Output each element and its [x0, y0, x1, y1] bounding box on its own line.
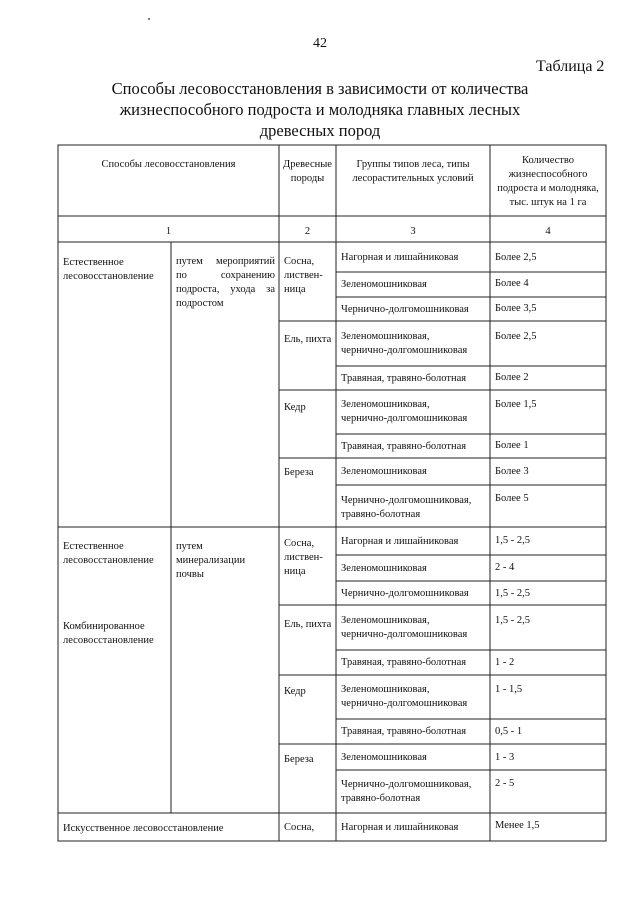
forest-line: чернично-долгомошниковая: [341, 413, 468, 424]
forest-type: Травяная, травяно-болотная: [341, 441, 467, 452]
forest-type: Чернично-долгомошниковая: [341, 304, 469, 315]
species-pine: Сосна,: [284, 822, 315, 833]
page-number: 42: [313, 36, 327, 51]
forest-type: Нагорная и лишайниковая: [341, 822, 459, 833]
forest-line: Зеленомошниковая,: [341, 331, 430, 342]
forest-type: [341, 494, 471, 522]
header-forest-groups: [336, 158, 490, 186]
forest-type: [341, 614, 467, 642]
quantity: 1,5 - 2,5: [495, 535, 530, 546]
quantity: Более 3,5: [495, 303, 537, 314]
forest-type: Травяная, травяно-болотная: [341, 657, 467, 668]
species-line: ница: [284, 566, 306, 577]
species-birch: Береза: [284, 467, 314, 478]
method-means: [176, 540, 245, 582]
method-line: Естественное: [63, 541, 124, 552]
quantity: 2 - 4: [495, 562, 515, 573]
means-line: почвы: [176, 569, 204, 580]
forest-line: Зеленомошниковая,: [341, 399, 430, 410]
species-line: Сосна,: [284, 538, 315, 549]
forest-type: Зеленомошниковая: [341, 466, 427, 477]
method-means: [176, 255, 275, 311]
forest-line: Зеленомошниковая,: [341, 684, 430, 695]
species-cedar: Кедр: [284, 686, 306, 697]
species-spruce-fir: Ель, пихта: [284, 334, 332, 345]
means-line: минерализации: [176, 555, 246, 566]
header-line: Группы типов леса, типы: [356, 159, 470, 170]
quantity: Более 4: [495, 278, 529, 289]
forest-type: Нагорная и лишайниковая: [341, 536, 459, 547]
method-line: лесовосстановление: [63, 555, 154, 566]
forest-type: Зеленомошниковая: [341, 279, 427, 290]
title-line: древесных пород: [259, 121, 381, 140]
header-quantity: [490, 154, 606, 210]
quantity: Более 2,5: [495, 252, 537, 263]
means-line: по сохранению: [176, 270, 275, 281]
method-natural: [63, 540, 154, 568]
column-number: 3: [410, 226, 416, 237]
species-pine-larch: [284, 537, 323, 579]
forest-line: Чернично-долгомошниковая,: [341, 779, 472, 790]
forest-type: Нагорная и лишайниковая: [341, 252, 459, 263]
quantity: Более 2,5: [495, 331, 537, 342]
header-line: породы: [290, 173, 325, 184]
quantity: 1 - 2: [495, 657, 515, 668]
header-line: лесорастительных условий: [352, 173, 474, 184]
forest-type: Чернично-долгомошниковая: [341, 588, 469, 599]
forest-line: Зеленомошниковая,: [341, 615, 430, 626]
quantity: 0,5 - 1: [495, 726, 523, 737]
method-artificial: Искусственное лесовосстановление: [63, 823, 224, 834]
header-species: [279, 158, 336, 186]
forest-type: [341, 683, 467, 711]
forest-type: [341, 778, 471, 806]
forest-line: Чернично-долгомошниковая,: [341, 495, 472, 506]
method-line: лесовосстановление: [63, 635, 154, 646]
forest-type: Зеленомошниковая: [341, 752, 427, 763]
table-label: Таблица 2: [536, 58, 605, 75]
quantity: Более 2: [495, 372, 529, 383]
means-line: подроста, ухода за: [176, 284, 275, 295]
forest-line: чернично-долгомошниковая: [341, 345, 468, 356]
quantity: Более 3: [495, 466, 529, 477]
quantity: Менее 1,5: [495, 820, 540, 831]
method-combined: [63, 620, 154, 648]
forest-type: [341, 330, 467, 358]
quantity: 1 - 3: [495, 752, 515, 763]
column-number: 2: [304, 226, 311, 237]
forest-line: травяно-болотная: [341, 793, 421, 804]
quantity: Более 5: [495, 493, 529, 504]
species-line: листвен-: [284, 270, 323, 281]
header-methods: Способы лесовосстановления: [101, 159, 236, 170]
species-spruce-fir: Ель, пихта: [284, 619, 332, 630]
means-line: путем: [176, 541, 203, 552]
species-cedar: Кедр: [284, 402, 306, 413]
method-natural: [63, 256, 154, 284]
title-line: Способы лесовосстановления в зависимости от количества: [111, 79, 529, 98]
species-pine-larch: [284, 255, 323, 297]
header-line: жизнеспособного: [508, 169, 588, 180]
species-line: листвен-: [284, 552, 323, 563]
quantity: 1,5 - 2,5: [495, 588, 530, 599]
header-line: тыс. штук на 1 га: [509, 197, 587, 208]
quantity: 2 - 5: [495, 778, 515, 789]
forest-line: чернично-долгомошниковая: [341, 629, 468, 640]
column-number: 4: [545, 226, 551, 237]
forest-line: чернично-долгомошниковая: [341, 698, 468, 709]
forest-type: [341, 398, 467, 426]
forest-line: травяно-болотная: [341, 509, 421, 520]
means-line: путем мероприятий: [176, 256, 275, 267]
header-line: подроста и молодняка,: [497, 183, 599, 194]
quantity: 1,5 - 2,5: [495, 615, 530, 626]
species-line: ница: [284, 284, 306, 295]
quantity: 1 - 1,5: [495, 684, 523, 695]
header-line: Древесные: [283, 159, 332, 170]
quantity: Более 1,5: [495, 399, 537, 410]
method-line: Комбинированное: [63, 621, 145, 632]
column-number: 1: [165, 226, 172, 237]
method-line: Естественное: [63, 257, 124, 268]
title-line: жизнеспособного подроста и молодняка главных лесных: [119, 100, 521, 119]
method-line: лесовосстановление: [63, 271, 154, 282]
species-birch: Береза: [284, 754, 314, 765]
forest-type: Травяная, травяно-болотная: [341, 373, 467, 384]
header-line: Количество: [521, 155, 575, 166]
species-line: Сосна,: [284, 256, 315, 267]
quantity: Более 1: [495, 440, 529, 451]
forest-type: Зеленомошниковая: [341, 563, 427, 574]
means-line: подростом: [176, 298, 224, 309]
forest-type: Травяная, травяно-болотная: [341, 726, 467, 737]
